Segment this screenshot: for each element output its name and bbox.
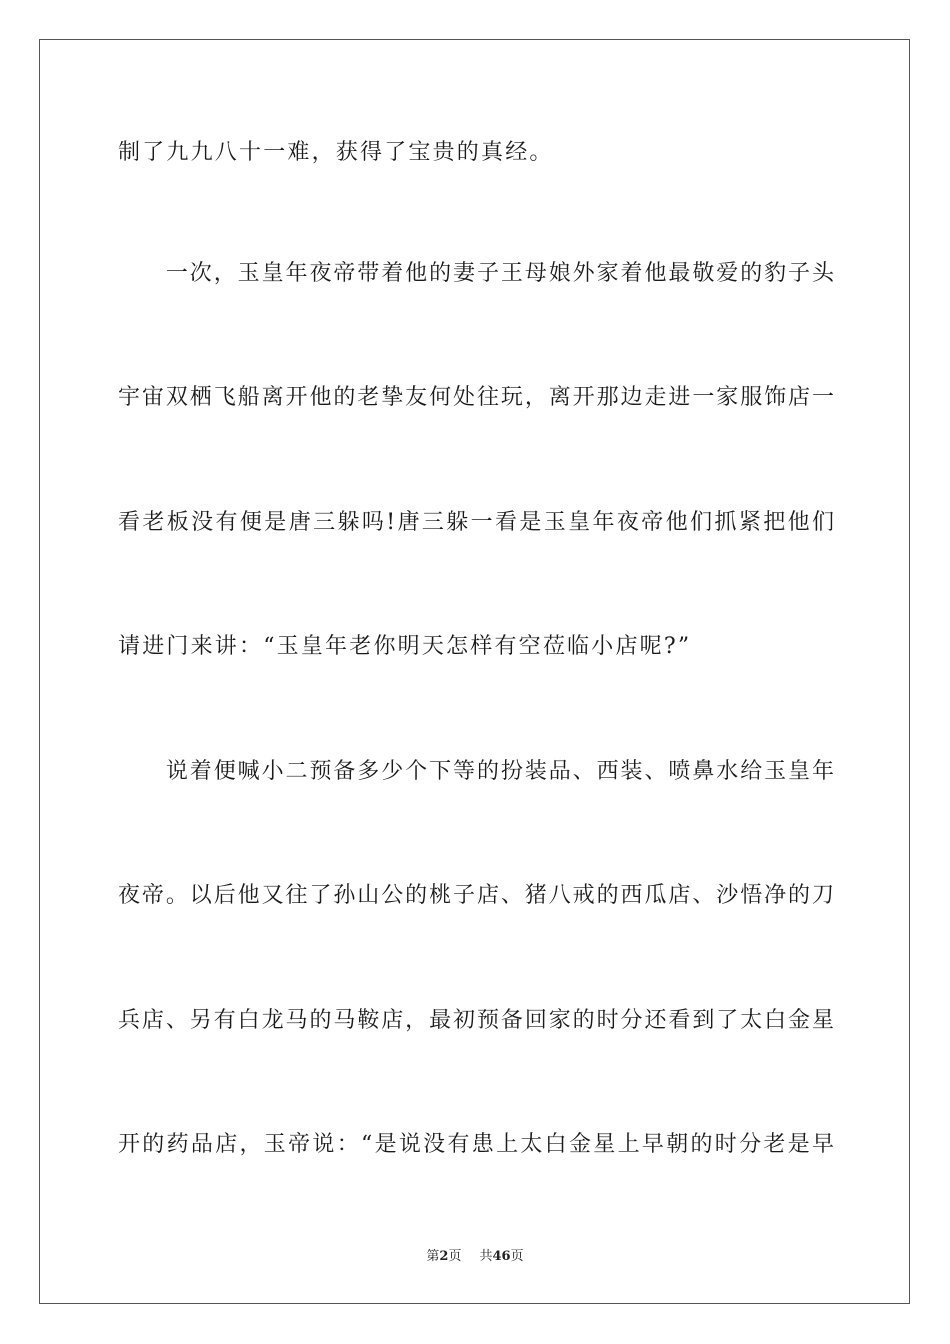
page-label-prefix: 第 — [426, 1249, 440, 1264]
page-footer — [0, 1248, 950, 1266]
total-page-count: 46 — [492, 1249, 511, 1264]
page-label-suffix: 页 — [448, 1249, 462, 1264]
current-page-number: 2 — [439, 1249, 449, 1264]
text-line-7: 夜帝。以后他又往了孙山公的桃子店、猪八戒的西瓜店、沙悟净的刀 — [118, 883, 834, 908]
total-label-suffix: 页 — [510, 1249, 524, 1264]
text-line-3: 宇宙双栖飞船离开他的老挚友何处往玩，离开那边走进一家服饰店一 — [118, 385, 834, 410]
total-label-prefix: 共 — [479, 1249, 493, 1264]
text-line-1: 制了九九八十一难，获得了宝贵的真经。 — [118, 140, 554, 165]
text-line-4: 看老板没有便是唐三躲吗!唐三躲一看是玉皇年夜帝他们抓紧把他们 — [118, 510, 834, 535]
text-line-5: 请进门来讲：“玉皇年老你明天怎样有空莅临小店呢?” — [118, 634, 692, 659]
text-line-8: 兵店、另有白龙马的马鞍店，最初预备回家的时分还看到了太白金星 — [118, 1008, 834, 1033]
page-border — [39, 39, 910, 1304]
text-line-9: 开的药品店，玉帝说：“是说没有患上太白金星上早朝的时分老是早 — [118, 1132, 834, 1157]
text-line-2: 一次，玉皇年夜帝带着他的妻子王母娘外家着他最敬爱的豹子头 — [118, 261, 834, 286]
text-line-6: 说着便喊小二预备多少个下等的扮装品、西装、喷鼻水给玉皇年 — [118, 759, 834, 784]
